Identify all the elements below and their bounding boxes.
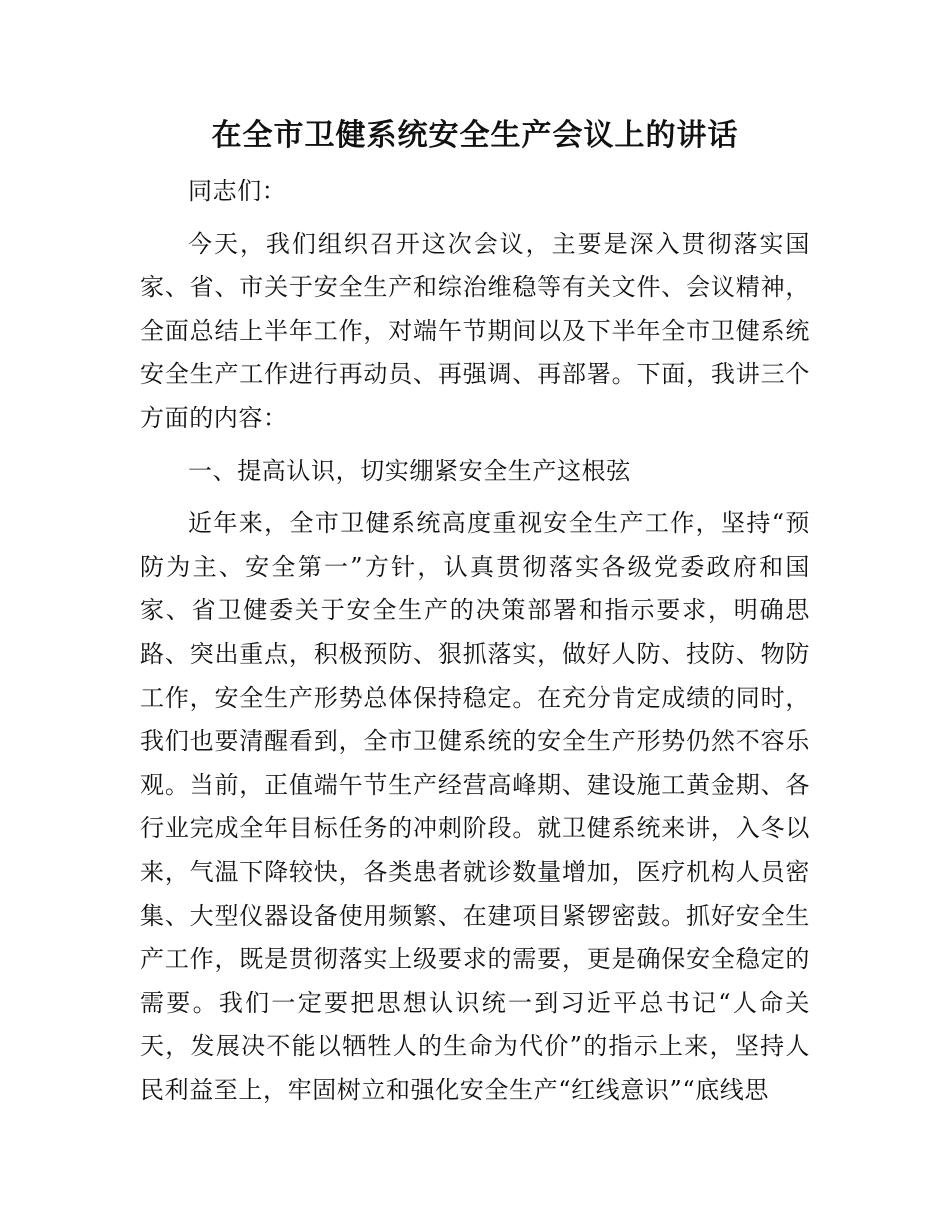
document-body (140, 170, 810, 1121)
document-title: 在全市卫健系统安全生产会议上的讲话 (211, 118, 739, 153)
intro-paragraph: 今天，我们组织召开这次会议，主要是深入贯彻落实国家、省、市关于安全生产和综治维稳等有关文件、会议精神，全面总结上半年工作，对端午节期间以及下半年全市卫健系统安全生产工作进行再动员、再强调、再部署。下面，我讲三个方面的内容： (140, 229, 810, 432)
salutation-paragraph: 同志们： (188, 177, 287, 205)
section-heading: 一、提高认识，切实绷紧安全生产这根弦 (188, 456, 631, 485)
body-paragraph: 近年来，全市卫健系统高度重视安全生产工作，坚持“预防为主、安全第一”方针，认真贯彻落实各级党委政府和国家、省卫健委关于安全生产的决策部署和指示要求，明确思路、突出重点，积极预防、狠抓落实，做好人防、技防、物防工作，安全生产形势总体保持稳定。在充分肯定成绩的同时，我们也要清醒看到，全市卫健系统的安全生产形势仍然不容乐观。当前，正值端午节生产经营高峰期、建设施工黄金期、各行业完成全年目标任务的冲刺阶段。就卫健系统来讲，入冬以来，气温下降较快，各类患者就诊数量增加，医疗机构人员密集、大型仪器设备使用频繁、在建项目紧锣密鼓。抓好安全生产工作，既是贯彻落实上级要求的需要，更是确保安全稳定的需要。我们一定要把思想认识统一到习近平总书记“人命关天，发展决不能以牺牲人的生命为代价”的指示上来，坚持人民利益至上，牢固树立和强化安全生产“红线意识”“底线思 (140, 509, 810, 1104)
